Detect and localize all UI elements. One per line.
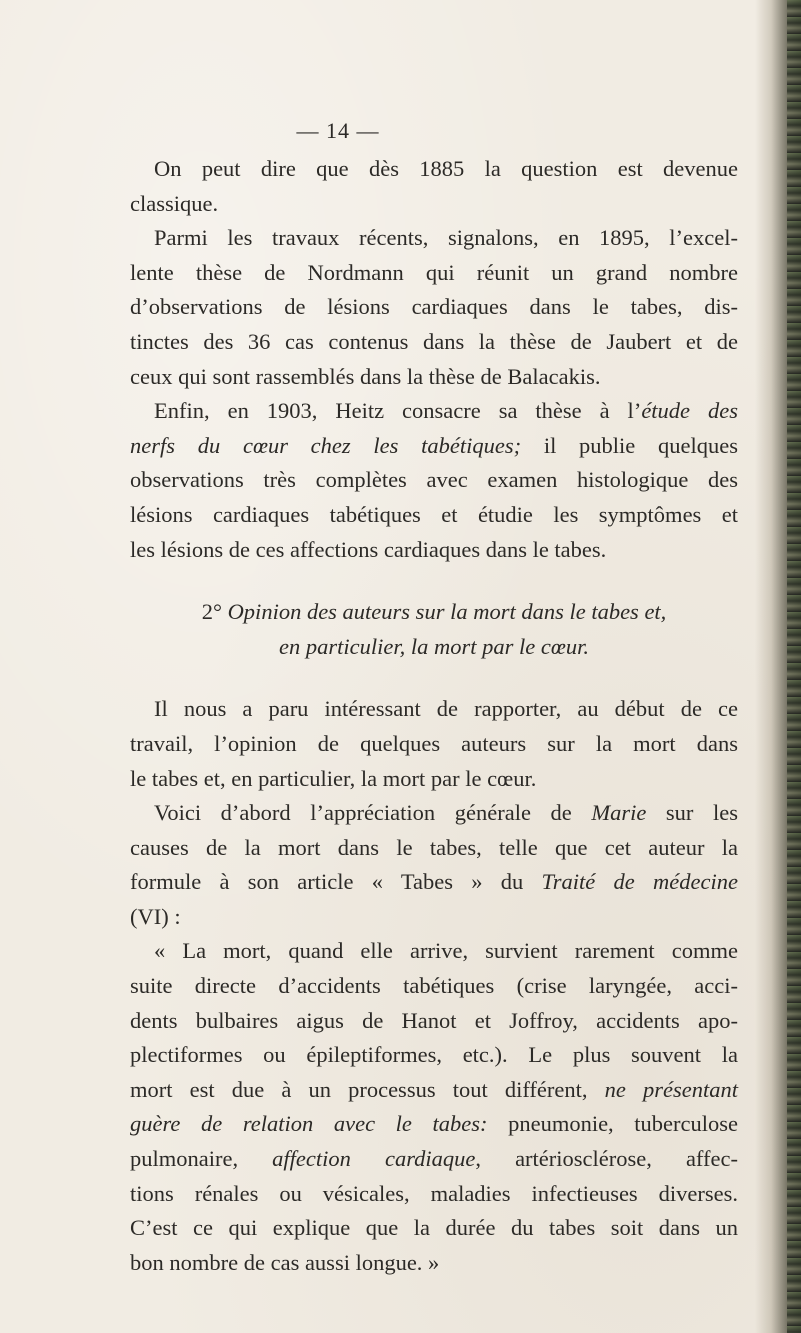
- text-run: Enfin, en 1903, Heitz consacre sa thèse à l’: [154, 398, 642, 424]
- text-line: (VI) :: [130, 903, 181, 929]
- text-run: il publie quelques: [521, 432, 738, 458]
- text-run: pneumonie, tuberculose: [487, 1111, 738, 1137]
- text-line: ceux qui sont rassemblés dans la thèse de Balacakis.: [130, 363, 601, 389]
- text-line: bon nombre de cas aussi longue. »: [130, 1249, 440, 1275]
- text-line: lente thèse de Nordmann qui réunit un grand nombre: [130, 259, 738, 285]
- text-line: plectiformes ou épileptiformes, etc.). Le plus souvent la: [130, 1042, 738, 1068]
- section-number: 2°: [201, 599, 222, 625]
- text-line: [130, 429, 738, 464]
- text-line: [130, 796, 738, 831]
- italic-run: Marie: [591, 800, 647, 826]
- text-line: Parmi les travaux récents, signalons, en 1895, l’excel-: [154, 225, 738, 251]
- text-line: le tabes et, en particulier, la mort par le cœur.: [130, 765, 537, 791]
- body-text: [130, 118, 738, 1280]
- text-line: « La mort, quand elle arrive, survient rarement comme: [154, 938, 738, 964]
- text-line: [130, 1142, 738, 1177]
- text-line: [130, 1107, 738, 1142]
- text-line: Il nous a paru intéressant de rapporter, au début de ce: [154, 696, 738, 722]
- page-number: — 14 —: [296, 118, 380, 143]
- text-run: , artériosclérose, affec-: [475, 1146, 738, 1172]
- text-line: [130, 865, 738, 900]
- page-edge-binding: [787, 0, 801, 1333]
- text-line: [130, 394, 738, 429]
- text-line: classique.: [130, 190, 219, 216]
- text-line: C’est ce qui explique que la durée du tabes soit dans un: [130, 1215, 738, 1241]
- section-title-line-1: Opinion des auteurs sur la mort dans le tabes et,: [221, 599, 667, 625]
- text-line: lésions cardiaques tabétiques et étudie les symptômes et: [130, 501, 738, 527]
- italic-run: étude des: [641, 398, 738, 424]
- text-run: mort est due à un processus tout différent,: [130, 1076, 605, 1102]
- italic-run: affection cardiaque: [272, 1146, 476, 1172]
- text-line: les lésions de ces affections cardiaques dans le tabes.: [130, 536, 607, 562]
- text-line: causes de la mort dans le tabes, telle que cet auteur la: [130, 834, 738, 860]
- italic-run: ne présentant: [604, 1076, 738, 1102]
- text-line: travail, l’opinion de quelques auteurs sur la mort dans: [130, 730, 738, 756]
- text-line: observations très complètes avec examen histologique des: [130, 467, 738, 493]
- text-run: formule à son article « Tabes » du: [130, 869, 542, 895]
- text-line: tions rénales ou vésicales, maladies infectieuses diverses.: [130, 1180, 738, 1206]
- text-run: Voici d’abord l’appréciation générale de: [154, 800, 592, 826]
- text-line: [130, 1073, 738, 1108]
- italic-run: Traité de médecine: [541, 869, 739, 895]
- text-line: d’observations de lésions cardiaques dans le tabes, dis-: [130, 294, 738, 320]
- text-line: suite directe d’accidents tabétiques (crise laryngée, acci-: [130, 973, 738, 999]
- text-line: tinctes des 36 cas contenus dans la thèse de Jaubert et de: [130, 328, 738, 354]
- text-run: sur les: [646, 800, 738, 826]
- text-line: On peut dire que dès 1885 la question est devenue: [154, 156, 738, 181]
- italic-run: nerfs du cœur chez les tabétiques;: [130, 432, 522, 458]
- section-heading: [130, 595, 738, 630]
- text-run: pulmonaire,: [130, 1146, 273, 1172]
- section-title-line-2: en particulier, la mort par le cœur.: [279, 633, 589, 659]
- text-line: dents bulbaires aigus de Hanot et Joffroy, accidents apo-: [130, 1007, 738, 1033]
- italic-run: guère de relation avec le tabes:: [130, 1111, 488, 1137]
